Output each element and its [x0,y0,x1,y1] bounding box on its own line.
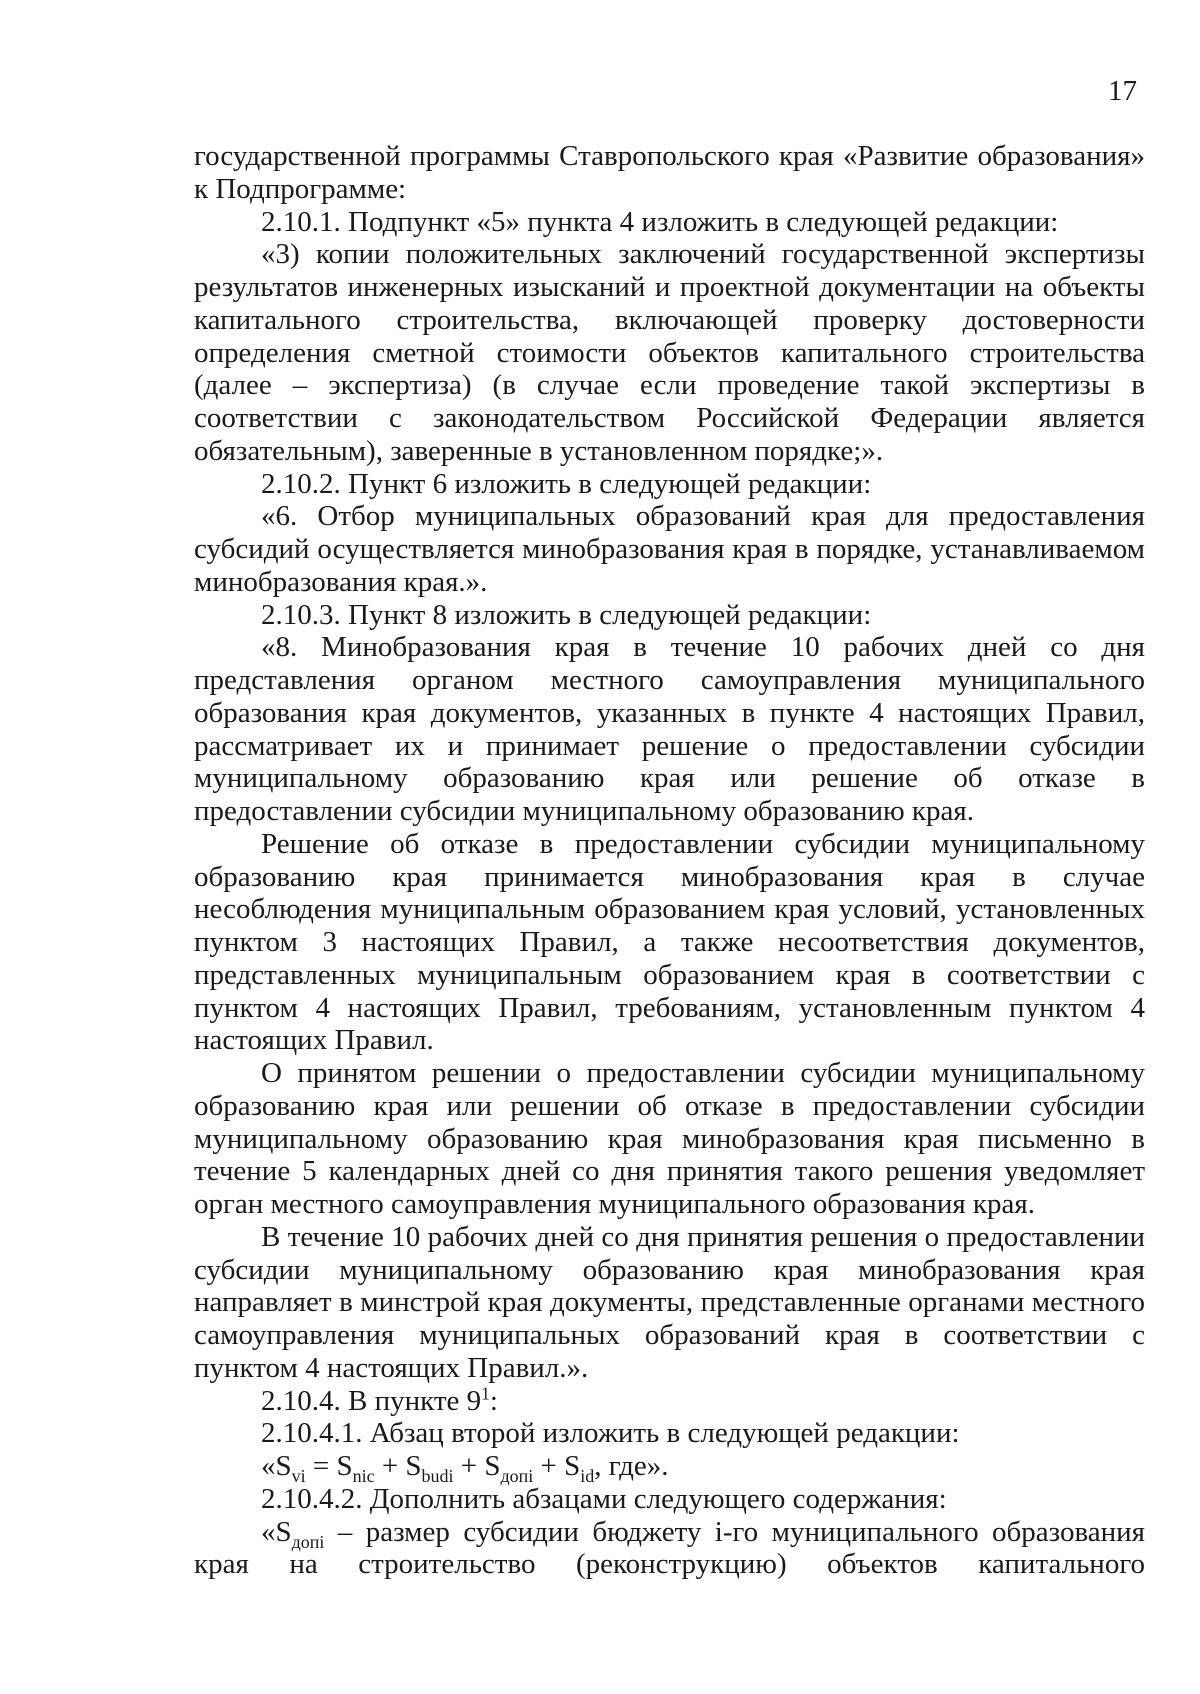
paragraph: государственной программы Ставропольского края «Развитие образования» к Подпрограмме: [194,140,1145,205]
paragraph: «6. Отбор муниципальных образований края для предоставления субсидий осуществляется минобразования края в порядке, устанавливаемом минобразования края.». [194,500,1145,598]
paragraph: 2.10.2. Пункт 6 изложить в следующей редакции: [261,467,872,500]
formula-text: + S [453,1450,501,1482]
subscript: nic [352,1465,375,1486]
formula-text: + S [374,1450,422,1482]
subscript: vi [291,1465,306,1486]
paragraph: 2.10.1. Подпункт «5» пункта 4 изложить в следующей редакции: [261,205,1059,238]
paragraph-text: – размер субсидии бюджету i-го муниципального образования края на строительство (реконструкцию) объектов капитального [194,1515,1145,1581]
subscript: допi [291,1531,325,1552]
paragraph [194,1516,1145,1582]
formula-text: «S [261,1515,292,1548]
formula-text: , где». [594,1450,669,1482]
paragraph-text: : [489,1384,498,1417]
formula-text: + S [533,1450,581,1482]
subscript: id [580,1465,595,1486]
paragraph [194,1382,1145,1418]
document-body [194,140,1145,1581]
paragraph: О принятом решении о предоставлении субсидии муниципальному образованию края или решении об отказе в предоставлении субсидии муниципальному образованию края минобразования края письменно в течение 5 календарных дней со дня принятия такого решения уведомляет орган местного самоуправления муниципального образования края. [194,1057,1145,1220]
paragraph: Решение об отказе в предоставлении субсидии муниципальному образованию края принимается минобразования края в случае несоблюдения муниципальным образованием края условий, установленных пунктом 3 настоящих Правил, а также несоответствия документов, представленных муниципальным образованием края в соответствии с пунктом 4 настоящих Правил, требованиям, установленным пунктом 4 настоящих Правил. [194,827,1145,1057]
subscript: допi [500,1465,534,1486]
formula-text: = S [305,1450,353,1482]
paragraph: В течение 10 рабочих дней со дня принятия решения о предоставлении субсидии муниципальному образованию края минобразования края направляет в минстрой края документы, представленные органами местного самоуправления муниципальных образований края в соответствии с пунктом 4 настоящих Правил.». [194,1220,1145,1384]
paragraph: 2.10.4.2. Дополнить абзацами следующего содержания: [261,1482,947,1515]
subscript: budi [421,1465,454,1486]
paragraph: 2.10.3. Пункт 8 изложить в следующей редакции: [261,598,872,631]
formula-paragraph [194,1450,1145,1486]
superscript: 1 [481,1382,490,1403]
paragraph-text: 2.10.4. В пункте 9 [261,1384,482,1417]
page-number: 17 [1108,75,1137,107]
paragraph: «8. Минобразования края в течение 10 рабочих дней со дня представления органом местного самоуправления муниципального образования края документов, указанных в пункте 4 настоящих Правил, рассматривает их и принимает решение о предоставлении субсидии муниципальному образованию края или решение об отказе в предоставлении субсидии муниципальному образованию края. [194,631,1145,827]
formula-text: «S [261,1450,292,1482]
paragraph: «3) копии положительных заключений государственной экспертизы результатов инженерных изысканий и проектной документации на объекты капитального строительства, включающей проверку достоверности определения сметной стоимости объектов капитального строительства (далее – экспертиза) (в случае если проведение такой экспертизы в соответствии с законодательством Российской Федерации является обязательным), заверенные в установленном порядке;». [194,238,1145,467]
paragraph: 2.10.4.1. Абзац второй изложить в следующей редакции: [261,1417,960,1450]
